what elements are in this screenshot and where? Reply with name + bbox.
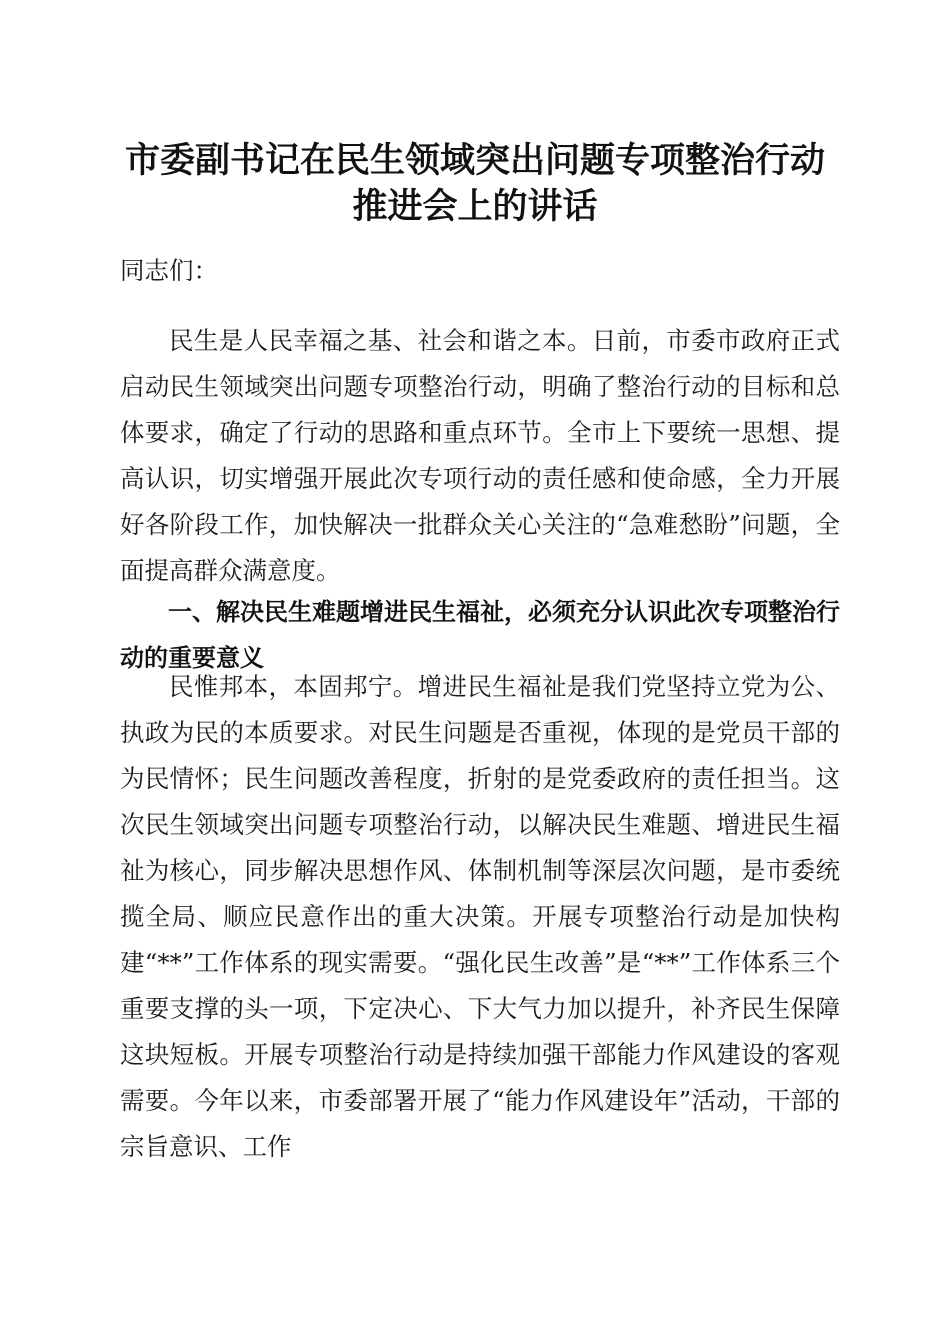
greeting: 同志们：	[120, 256, 218, 285]
paragraph-intro: 民生是人民幸福之基、社会和谐之本。日前，市委市政府正式启动民生领域突出问题专项整治行动，明确了整治行动的目标和总体要求，确定了行动的思路和重点环节。全市上下要统一思想、提高认识，切实增强开展此次专项行动的责任感和使命感，全力开展好各阶段工作，加快解决一批群众关心关注的“急难愁盼”问题，全面提高群众满意度。	[120, 326, 840, 585]
paragraph-section-1: 民惟邦本，本固邦宁。增进民生福祉是我们党坚持立党为公、执政为民的本质要求。对民生问题是否重视，体现的是党员干部的为民情怀；民生问题改善程度，折射的是党委政府的责任担当。这次民生领域突出问题专项整治行动，以解决民生难题、增进民生福祉为核心，同步解决思想作风、体制机制等深层次问题，是市委统揽全局、顺应民意作出的重大决策。开展专项整治行动是加快构建“**”工作体系的现实需要。“强化民生改善”是“**”工作体系三个重要支撑的头一项，下定决心、下大气力加以提升，补齐民生保障这块短板。开展专项整治行动是持续加强干部能力作风建设的客观需要。今年以来，市委部署开展了“能力作风建设年”活动，干部的宗旨意识、工作	[120, 672, 840, 1161]
section-heading-1: 一、解决民生难题增进民生福祉，必须充分认识此次专项整治行动的重要意义	[120, 598, 840, 672]
document-title-line-2: 推进会上的讲话	[352, 186, 598, 227]
document-title-line-1: 市委副书记在民生领域突出问题专项整治行动	[124, 140, 825, 181]
